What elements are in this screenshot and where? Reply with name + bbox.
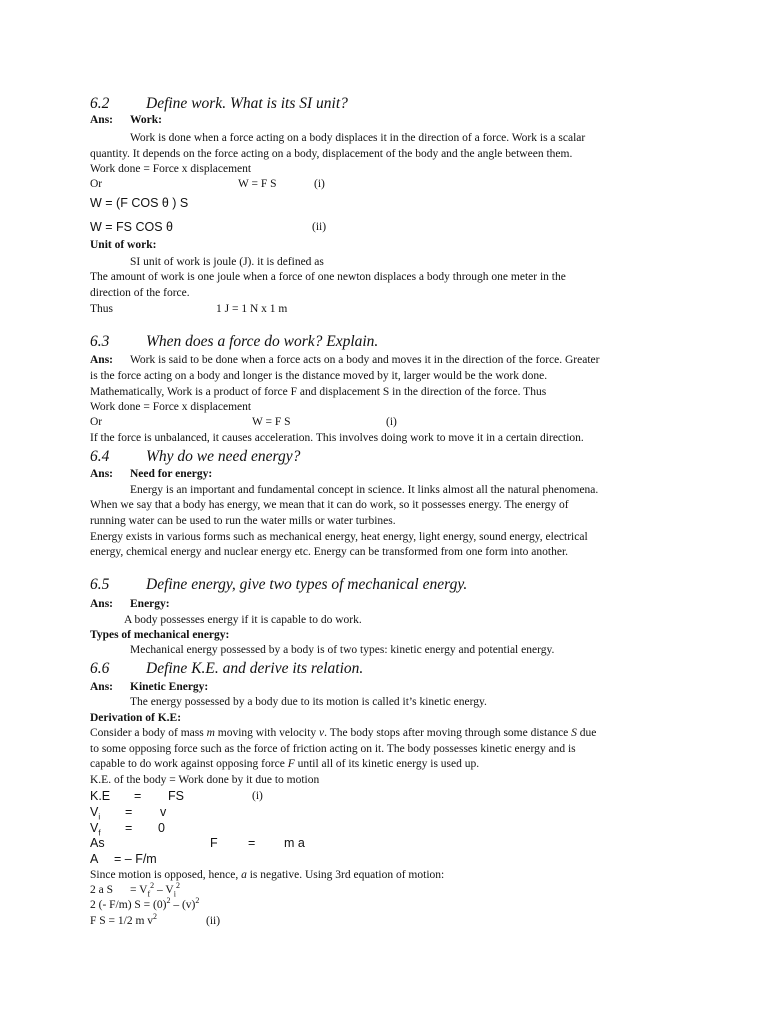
- text-run: – (v): [170, 899, 196, 911]
- paragraph-line: When we say that a body has energy, we mean that it can do work, so it possesses energy. The energy of: [90, 499, 569, 511]
- formula-line: [90, 415, 410, 430]
- formula-line: [90, 883, 390, 899]
- answer-label: Ans:: [90, 468, 114, 480]
- text-run: capable to do work against opposing force: [90, 758, 288, 770]
- answer-subheading: Need for energy:: [130, 468, 213, 480]
- answer-line: [90, 113, 162, 128]
- equation-tag: (ii): [206, 915, 221, 927]
- superscript: 2: [153, 912, 158, 922]
- subheading: Types of mechanical energy:: [90, 629, 230, 641]
- equals-sign: =: [125, 821, 133, 835]
- text-run: 2 (- F/m) S = (0): [90, 899, 167, 911]
- question-number: 6.3: [90, 333, 110, 350]
- paragraph-line: A body possesses energy if it is capable to do work.: [124, 614, 362, 626]
- heading-6-4: [90, 448, 300, 466]
- paragraph-line: energy, chemical energy and nuclear energy etc. Energy can be transformed from one form into another.: [90, 546, 569, 558]
- equation: W = F S: [252, 416, 291, 428]
- equation-lhs: A: [90, 852, 99, 866]
- equation-rhs: = – F/m: [114, 852, 157, 866]
- equation-tag: (i): [314, 178, 325, 190]
- symbol: V: [90, 821, 99, 835]
- paragraph-line: Work is done when a force acting on a body displaces it in the direction of a force. Work is a scalar: [130, 132, 586, 144]
- equation-lhs: K.E: [90, 789, 111, 803]
- text-run: = V: [130, 884, 148, 896]
- question-number: 6.6: [90, 660, 110, 677]
- equals-sign: =: [125, 805, 133, 819]
- formula-line: [90, 836, 390, 852]
- answer-label: Ans:: [90, 114, 114, 126]
- text-run: until all of its kinetic energy is used up.: [294, 758, 480, 770]
- paragraph-line: direction of the force.: [90, 287, 190, 299]
- paragraph-text: Work is said to be done when a force acts on a body and moves it in the direction of the force. Greater: [130, 354, 600, 366]
- formula-line: Work done = Force x displacement: [90, 401, 252, 413]
- text-run: due: [576, 727, 597, 739]
- subheading: Derivation of K.E:: [90, 712, 182, 724]
- formula-line: [90, 220, 390, 235]
- formula-line: [90, 914, 390, 930]
- equation-rhs: [130, 883, 180, 898]
- formula-line: [90, 821, 390, 837]
- equation-rhs: m a: [284, 836, 305, 850]
- equation-tag: (ii): [312, 221, 327, 233]
- equation: [90, 914, 157, 929]
- symbol: V: [90, 805, 99, 819]
- thus-label: Thus: [90, 303, 113, 315]
- answer-label: Ans:: [90, 681, 114, 693]
- heading-6-6: [90, 660, 363, 678]
- answer-line: [90, 467, 212, 482]
- formula-line: [90, 789, 390, 805]
- formula-line: [90, 177, 390, 192]
- equation-rhs: 0: [158, 821, 165, 835]
- answer-subheading: Energy:: [130, 598, 170, 610]
- paragraph-line: to some opposing force such as the force of friction acting on it. The body possesses kinetic energy and is: [90, 743, 576, 755]
- answer-subheading: Work:: [130, 114, 162, 126]
- paragraph-line: [90, 726, 596, 741]
- superscript: 2: [150, 881, 155, 891]
- equals-sign: =: [248, 836, 256, 850]
- paragraph-line: [90, 868, 444, 883]
- paragraph-line: K.E. of the body = Work done by it due to motion: [90, 774, 320, 786]
- equation-tag: (i): [252, 790, 263, 802]
- text-run: Since motion is opposed, hence,: [90, 869, 242, 881]
- equation: W = F S: [238, 178, 277, 190]
- equation-tag: (i): [386, 416, 397, 428]
- paragraph-line: running water can be used to run the water mills or water turbines.: [90, 515, 396, 527]
- question-number: 6.5: [90, 576, 110, 593]
- text-run: moving with velocity: [214, 727, 320, 739]
- equation: 1 J = 1 N x 1 m: [216, 303, 288, 315]
- equation-lhs: 2 a S: [90, 884, 113, 896]
- subscript: i: [173, 889, 176, 899]
- formula-line: [90, 805, 390, 821]
- subscript: i: [98, 812, 101, 822]
- superscript: 2: [195, 896, 200, 906]
- answer-line: [90, 680, 208, 695]
- question-number: 6.4: [90, 448, 110, 465]
- formula-line: [90, 302, 390, 317]
- answer-label: Ans:: [90, 354, 114, 366]
- equation: W = (F COS θ ) S: [90, 196, 189, 210]
- as-label: As: [90, 836, 105, 850]
- text-run: F S = 1/2 m v: [90, 915, 154, 927]
- equation-rhs: FS: [168, 789, 184, 803]
- paragraph-line: Energy is an important and fundamental concept in science. It links almost all the natural phenomena.: [130, 484, 599, 496]
- answer-line: [90, 353, 599, 368]
- answer-label: Ans:: [90, 598, 114, 610]
- paragraph-line: quantity. It depends on the force acting on a body, displacement of the body and the angle between them.: [90, 148, 573, 160]
- equation-rhs: v: [160, 805, 167, 819]
- question-title: Define K.E. and derive its relation.: [146, 660, 364, 677]
- subscript: f: [147, 889, 151, 899]
- variable-s: S: [571, 727, 577, 739]
- paragraph-line: is the force acting on a body and longer is the distance moved by it, larger would be the work done.: [90, 370, 548, 382]
- question-number: 6.2: [90, 95, 110, 112]
- equation-lhs: [90, 821, 101, 836]
- text-run: – V: [154, 884, 174, 896]
- text-run: Consider a body of mass: [90, 727, 207, 739]
- question-title: Why do we need energy?: [146, 448, 301, 465]
- formula-line: [90, 852, 390, 868]
- equation-lhs: [90, 805, 100, 820]
- heading-6-3: [90, 333, 378, 351]
- superscript: 2: [166, 896, 171, 906]
- subscript: f: [98, 828, 101, 838]
- question-title: Define work. What is its SI unit?: [146, 95, 348, 112]
- answer-subheading: Kinetic Energy:: [130, 681, 209, 693]
- paragraph-line: If the force is unbalanced, it causes acceleration. This involves doing work to move it in a certain direction.: [90, 432, 584, 444]
- equals-sign: =: [134, 789, 142, 803]
- answer-line: [90, 597, 170, 612]
- or-label: Or: [90, 178, 103, 190]
- paragraph-line: SI unit of work is joule (J). it is defined as: [130, 256, 324, 268]
- heading-6-2: [90, 95, 348, 113]
- paragraph-line: The energy possessed by a body due to its motion is called it’s kinetic energy.: [130, 696, 487, 708]
- subheading: Unit of work:: [90, 239, 157, 251]
- or-label: Or: [90, 416, 103, 428]
- paragraph-line: Mathematically, Work is a product of force F and displacement S in the direction of the force. Thus: [90, 386, 547, 398]
- paragraph-line: [90, 757, 479, 772]
- variable-v: v: [319, 727, 325, 739]
- variable-m: m: [206, 727, 215, 739]
- question-title: When does a force do work? Explain.: [146, 333, 379, 350]
- equation: W = FS COS θ: [90, 220, 174, 234]
- formula-line: [90, 898, 199, 913]
- equation-lhs: F: [210, 836, 218, 850]
- variable-f: F: [287, 758, 295, 770]
- superscript: 2: [175, 881, 180, 891]
- text-run: . The body stops after moving through some distance: [324, 727, 572, 739]
- paragraph-line: Energy exists in various forms such as mechanical energy, heat energy, light energy, sound energy, electrical: [90, 531, 588, 543]
- paragraph-line: Mechanical energy possessed by a body is of two types: kinetic energy and potential energy.: [130, 644, 555, 656]
- formula-line: Work done = Force x displacement: [90, 163, 252, 175]
- text-run: is negative. Using 3rd equation of motion:: [246, 869, 445, 881]
- variable-a: a: [241, 869, 247, 881]
- question-title: Define energy, give two types of mechanical energy.: [146, 576, 468, 593]
- paragraph-line: The amount of work is one joule when a force of one newton displaces a body through one meter in the: [90, 271, 566, 283]
- heading-6-5: [90, 576, 467, 594]
